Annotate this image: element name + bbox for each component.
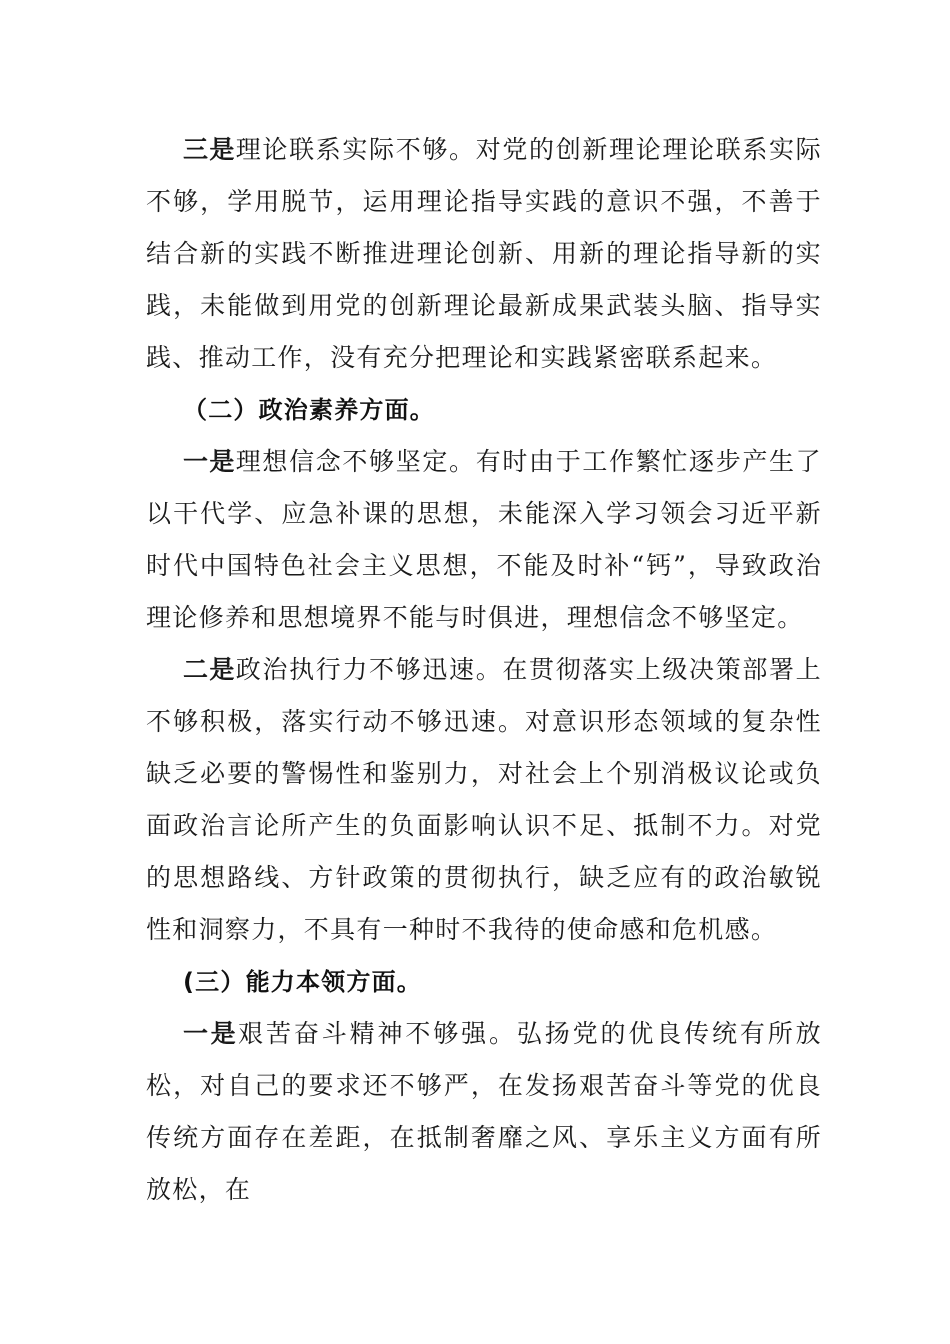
- paragraph-lead: 一是: [183, 1019, 239, 1048]
- paragraph-lead: 三是: [183, 135, 236, 164]
- paragraph-ideals-belief: [146, 436, 822, 644]
- document-body: [146, 124, 822, 1216]
- paragraph-text: 理想信念不够坚定。有时由于工作繁忙逐步产生了以干代学、应急补课的思想，未能深入学习领会习近平新时代中国特色社会主义思想，不能及时补“钙”，导致政治理论修养和思想境界不能与时俱进，理想信念不够坚定。: [146, 447, 822, 632]
- section-heading-political: （二）政治素养方面。: [183, 396, 435, 424]
- paragraph-text: 理论联系实际不够。对党的创新理论理论联系实际不够，学用脱节，运用理论指导实践的意识不强，不善于结合新的实践不断推进理论创新、用新的理论指导新的实践，未能做到用党的创新理论最新成果武装头脑、指导实践、推动工作，没有充分把理论和实践紧密联系起来。: [146, 135, 822, 372]
- paragraph-text: 艰苦奋斗精神不够强。弘扬党的优良传统有所放松，对自己的要求还不够严，在发扬艰苦奋斗等党的优良传统方面存在差距，在抵制奢靡之风、享乐主义方面有所放松，在: [146, 1019, 822, 1204]
- paragraph-theory-practice: [146, 124, 822, 384]
- paragraph-lead: 二是: [183, 655, 236, 684]
- paragraph-lead: 一是: [183, 447, 236, 476]
- paragraph-political-execution: [146, 644, 822, 956]
- section-heading-ability: (三）能力本领方面。: [183, 968, 422, 996]
- paragraph-hard-work-spirit: [146, 1008, 822, 1216]
- paragraph-text: 政治执行力不够迅速。在贯彻落实上级决策部署上不够积极，落实行动不够迅速。对意识形态领域的复杂性缺乏必要的警惕性和鉴别力，对社会上个别消极议论或负面政治言论所产生的负面影响认识不足、抵制不力。对党的思想路线、方针政策的贯彻执行，缺乏应有的政治敏锐性和洞察力，不具有一种时不我待的使命感和危机感。: [146, 655, 822, 944]
